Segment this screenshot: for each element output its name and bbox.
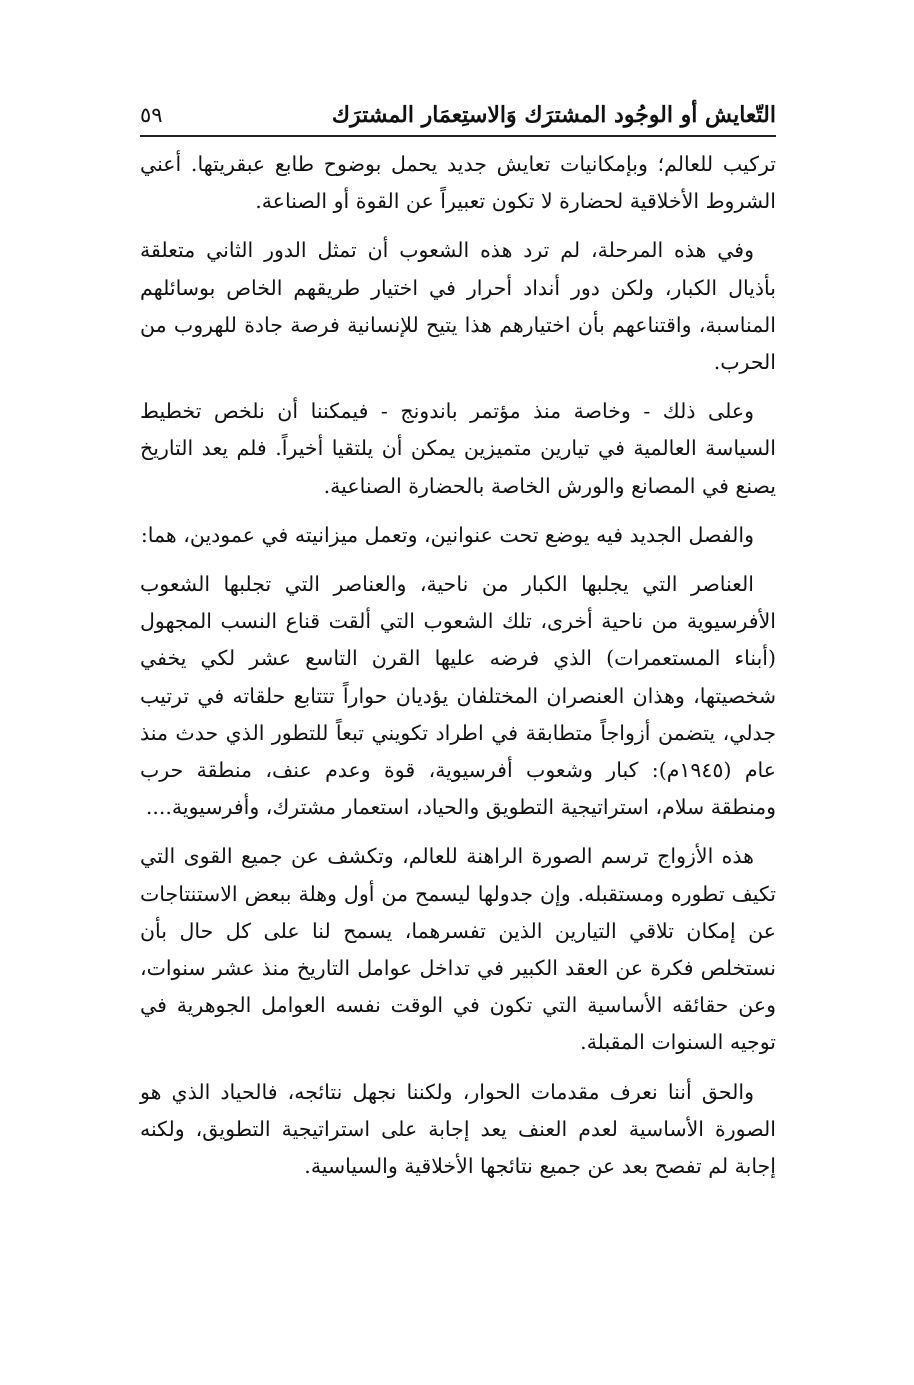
- page-number: ٥٩: [140, 103, 163, 127]
- paragraph: وفي هذه المرحلة، لم ترد هذه الشعوب أن تمثل الدور الثاني متعلقة بأذيال الكبار، ولكن دور أنداد أحرار في اختيار طريقهم الخاص بوسائلهم المناسبة، واقتناعهم بأن اختيارهم هذا يتيح للإنسانية فرصة جادة للهروب من الحرب.: [140, 238, 776, 375]
- header-divider: [140, 135, 776, 137]
- paragraph: هذه الأزواج ترسم الصورة الراهنة للعالم، وتكشف عن جميع القوى التي تكيف تطوره ومستقبله. وإن جدولها ليسمح من أول وهلة ببعض الاستنتاجات عن إمكان تلاقي التيارين الذين تفسرهما، يسمح لنا على كل حال بأن نستخلص فكرة عن العقد الكبير في تداخل عوامل التاريخ منذ عشر سنوات، وعن حقائقه الأساسية التي تكون في الوقت نفسه العوامل الجوهرية في توجيه السنوات المقبلة.: [140, 844, 776, 1055]
- paragraph: والفصل الجديد فيه يوضع تحت عنوانين، وتعمل ميزانيته في عمودين، هما:: [140, 522, 754, 547]
- body-text: [140, 146, 776, 1197]
- paragraph: العناصر التي يجلبها الكبار من ناحية، والعناصر التي تجلبها الشعوب الأفرسيوية من ناحية أخرى، تلك الشعوب التي ألقت قناع النسب المجهول (أبناء المستعمرات) الذي فرضه عليها القرن التاسع عشر لكي يخفي شخصيتها، وهذان العنصران المختلفان يؤديان حواراً تتتابع حلقاته في ترتيب جدلي، يتضمن أزواجاً متطابقة في اطراد تكويني تبعاً للتطور الذي حدث منذ عام (١٩٤٥م): كبار وشعوب أفرسيوية، قوة وعدم عنف، منطقة حرب ومنطقة سلام، استراتيجية التطويق والحياد، استعمار مشترك، وأفرسيوية....: [140, 572, 777, 820]
- running-header: [140, 96, 776, 130]
- paragraph-continued: تركيب للعالم؛ وبإمكانيات تعايش جديد يحمل بوضوح طابع عبقريتها. أعني الشروط الأخلاقية لحضارة لا تكون تعبيراً عن القوة أو الصناعة.: [140, 152, 776, 214]
- paragraph: والحق أننا نعرف مقدمات الحوار، ولكننا نجهل نتائجه، فالحياد الذي هو الصورة الأساسية لعدم العنف يعد إجابة على استراتيجية التطويق، ولكنه إجابة لم تفصح بعد عن جميع نتائجها الأخلاقية والسياسية.: [140, 1079, 776, 1179]
- running-header-title: التّعايش أو الوجُود المشترَك وَالاستِعمَار المشترَك: [331, 102, 776, 128]
- paragraph: وعلى ذلك - وخاصة منذ مؤتمر باندونج - فيمكننا أن نلخص تخطيط السياسة العالمية في تيارين متميزين يمكن أن يلتقيا أخيراً. فلم يعد التاريخ يصنع في المصانع والورش الخاصة بالحضارة الصناعية.: [140, 399, 776, 498]
